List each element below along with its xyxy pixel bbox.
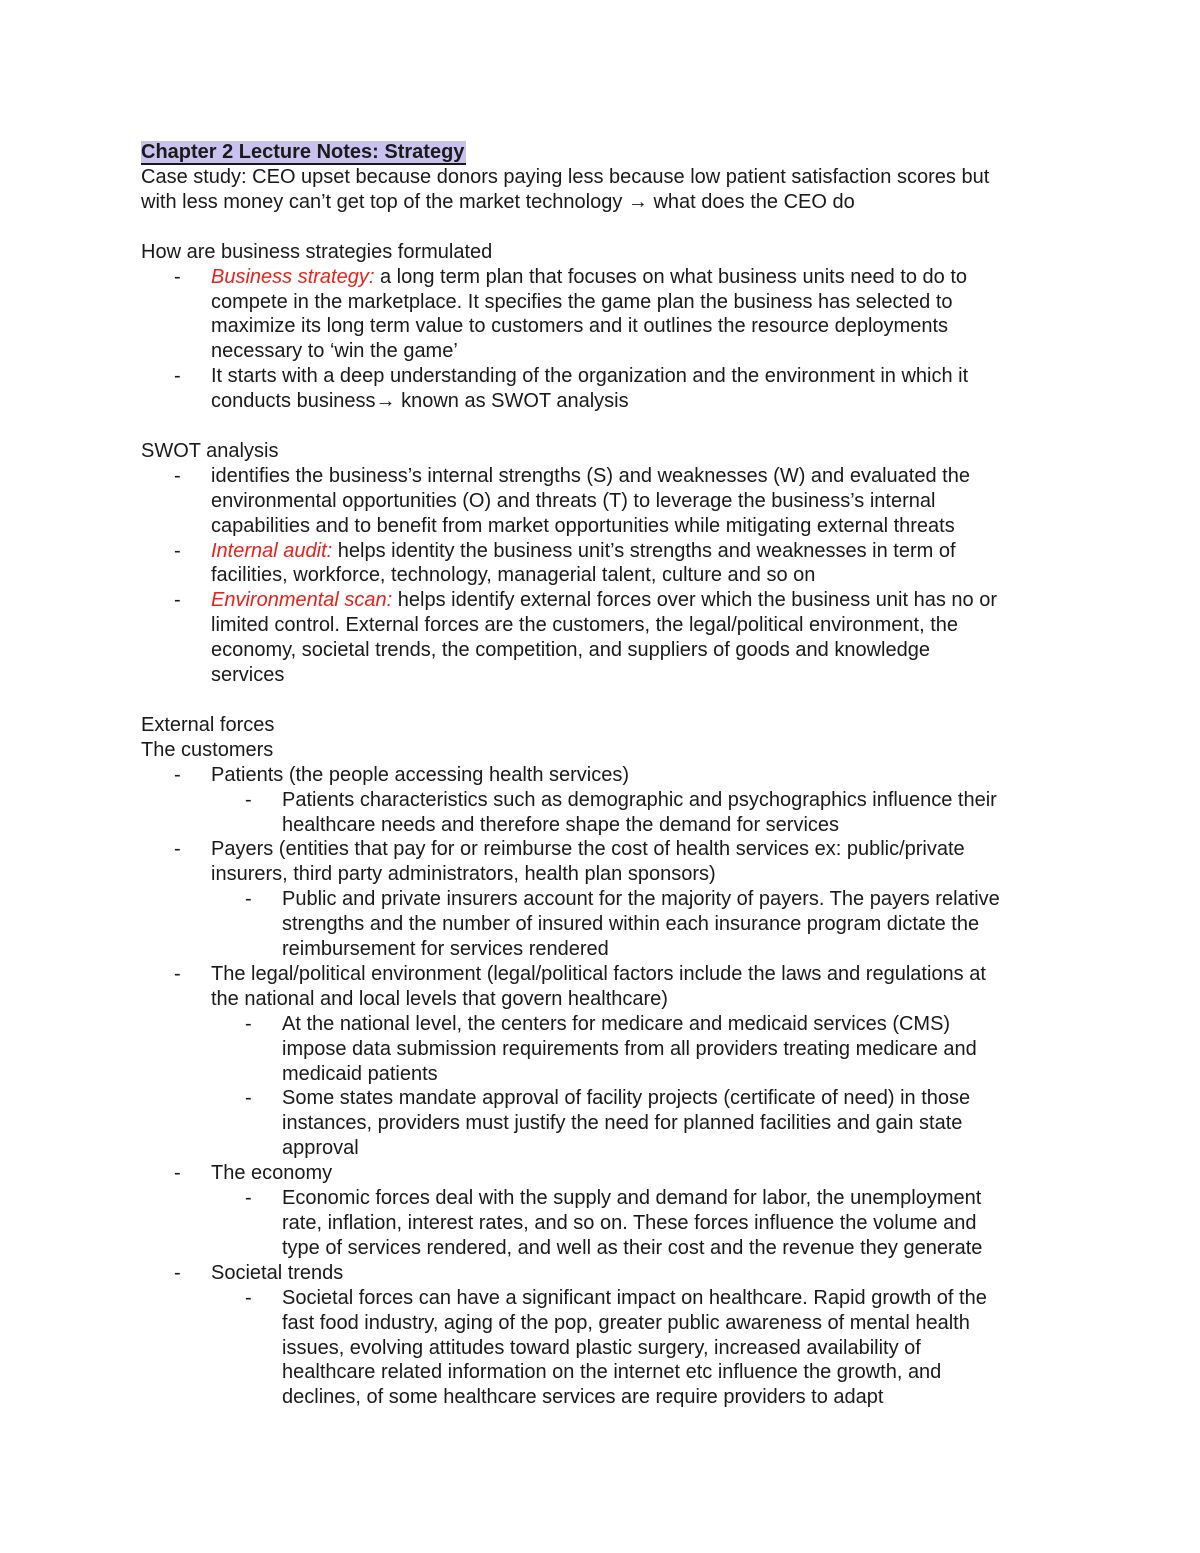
item-line: healthcare needs and therefore shape the demand for services: [282, 813, 840, 836]
item-line: limited control. External forces are the customers, the legal/political environment, the: [211, 614, 959, 637]
list-item: [141, 364, 1066, 414]
item-line: fast food industry, aging of the pop, greater public awareness of mental health: [282, 1311, 970, 1334]
bullet-dash: -: [245, 1012, 252, 1035]
bullet-dash: -: [174, 1261, 181, 1284]
item-line: medicaid patients: [282, 1062, 438, 1085]
bullet-dash: -: [245, 1187, 252, 1210]
item-line: Societal forces can have a significant impact on healthcare. Rapid growth of the: [282, 1286, 987, 1309]
item-line: [211, 539, 1066, 564]
item-line: identifies the business’s internal strengths (S) and weaknesses (W) and evaluated the: [211, 464, 970, 487]
item-line: services: [211, 664, 285, 687]
bullet-dash: -: [174, 962, 181, 985]
bullet-dash: -: [174, 265, 181, 288]
item-line: necessary to ‘win the game’: [211, 340, 458, 363]
item-line: economy, societal trends, the competition, and suppliers of goods and knowledge: [211, 639, 930, 662]
item-line: The economy: [211, 1162, 333, 1185]
list-item: [141, 763, 1066, 838]
item-line: type of services rendered, and well as their cost and the revenue they generate: [282, 1236, 983, 1259]
item-line: Societal trends: [211, 1261, 344, 1284]
item-line: rate, inflation, interest rates, and so on. These forces influence the volume and: [282, 1212, 977, 1235]
bullet-dash: -: [174, 589, 181, 612]
paragraph-spacer: [141, 215, 1066, 240]
item-line: [211, 265, 1066, 290]
item-line: approval: [282, 1137, 359, 1160]
sub-list-item: [211, 1086, 1066, 1161]
list-item: [141, 265, 1066, 365]
item-line: issues, evolving attitudes toward plastic surgery, increased availability of: [282, 1336, 921, 1359]
bullet-dash: -: [174, 365, 181, 388]
bullet-dash: -: [174, 763, 181, 786]
item-line: maximize its long term value to customers and it outlines the resource deployments: [211, 315, 949, 338]
item-line: instances, providers must justify the need for planned facilities and gain state: [282, 1112, 963, 1135]
intro-line: Case study: CEO upset because donors paying less because low patient satisfaction scores but: [141, 166, 990, 188]
list-item: [141, 837, 1066, 962]
paragraph-spacer: [141, 688, 1066, 713]
item-line: capabilities and to benefit from market opportunities while mitigating external threats: [211, 514, 955, 537]
item-line: The legal/political environment (legal/political factors include the laws and regulations at: [211, 962, 986, 985]
bullet-dash: -: [245, 788, 252, 811]
sub-bullet-list: [211, 1186, 1066, 1261]
sub-bullet-list: [211, 1012, 1066, 1161]
defined-term: Business strategy:: [211, 265, 375, 288]
sub-bullet-list: [211, 887, 1066, 962]
sub-list-item: [211, 1286, 1066, 1411]
bullet-dash: -: [174, 1162, 181, 1185]
bullet-dash: -: [245, 1286, 252, 1309]
list-item: [141, 539, 1066, 589]
defined-term: Environmental scan:: [211, 589, 393, 612]
item-line: Patients characteristics such as demographic and psychographics influence their: [282, 788, 997, 811]
title-line: [141, 140, 1066, 165]
bullet-list: [141, 464, 1066, 688]
list-item: [141, 1261, 1066, 1410]
item-line: Some states mandate approval of facility projects (certificate of need) in those: [282, 1087, 971, 1110]
item-line: the national and local levels that govern healthcare): [211, 987, 668, 1010]
item-line: reimbursement for services rendered: [282, 938, 609, 961]
document-page: [141, 140, 1066, 1410]
bullet-dash: -: [174, 539, 181, 562]
item-line: [211, 588, 1066, 613]
item-line: Economic forces deal with the supply and demand for labor, the unemployment: [282, 1187, 982, 1210]
bullet-dash: -: [174, 464, 181, 487]
sub-list-item: [211, 887, 1066, 962]
bullet-dash: -: [245, 888, 252, 911]
list-item: [141, 1161, 1066, 1261]
sub-list-item: [211, 788, 1066, 838]
bullet-list: [141, 265, 1066, 414]
list-item: [141, 962, 1066, 1161]
item-line: impose data submission requirements from all providers treating medicare and: [282, 1037, 977, 1060]
bullet-dash: -: [245, 1087, 252, 1110]
item-text: helps identify external forces over which the business unit has no or: [392, 589, 997, 612]
item-line: It starts with a deep understanding of the organization and the environment in which it: [211, 365, 969, 388]
item-line: environmental opportunities (O) and threats (T) to leverage the business’s internal: [211, 489, 936, 512]
bullet-list: [141, 763, 1066, 1411]
defined-term: Internal audit:: [211, 539, 333, 562]
item-line: Patients (the people accessing health services): [211, 763, 630, 786]
item-line: Payers (entities that pay for or reimburse the cost of health services ex: public/private: [211, 838, 965, 861]
list-item: [141, 464, 1066, 539]
section-heading: SWOT analysis: [141, 439, 279, 462]
section-heading: External forces: [141, 713, 275, 736]
item-line: strengths and the number of insured within each insurance program dictate the: [282, 913, 980, 936]
item-line: insurers, third party administrators, health plan sponsors): [211, 863, 716, 886]
item-line: At the national level, the centers for medicare and medicaid services (CMS): [282, 1012, 951, 1035]
item-line: healthcare related information on the internet etc influence the growth, and: [282, 1361, 942, 1384]
bullet-dash: -: [174, 838, 181, 861]
item-line: compete in the marketplace. It specifies the game plan the business has selected to: [211, 290, 953, 313]
item-line: declines, of some healthcare services are require providers to adapt: [282, 1386, 884, 1409]
item-line: Public and private insurers account for the majority of payers. The payers relative: [282, 888, 1000, 911]
sub-bullet-list: [211, 788, 1066, 838]
list-item: [141, 588, 1066, 688]
item-line: conducts business→ known as SWOT analysis: [211, 390, 629, 413]
item-text: helps identity the business unit’s strengths and weaknesses in term of: [332, 539, 956, 562]
section-subheading: The customers: [141, 738, 274, 761]
paragraph-spacer: [141, 414, 1066, 439]
item-line: facilities, workforce, technology, managerial talent, culture and so on: [211, 564, 816, 587]
intro-line: with less money can’t get top of the market technology → what does the CEO do: [141, 190, 855, 213]
document-title: Chapter 2 Lecture Notes: Strategy: [141, 141, 465, 163]
sub-bullet-list: [211, 1286, 1066, 1411]
sub-list-item: [211, 1186, 1066, 1261]
sub-list-item: [211, 1012, 1066, 1087]
section-heading: How are business strategies formulated: [141, 240, 493, 263]
item-text: a long term plan that focuses on what business units need to do to: [374, 265, 968, 288]
